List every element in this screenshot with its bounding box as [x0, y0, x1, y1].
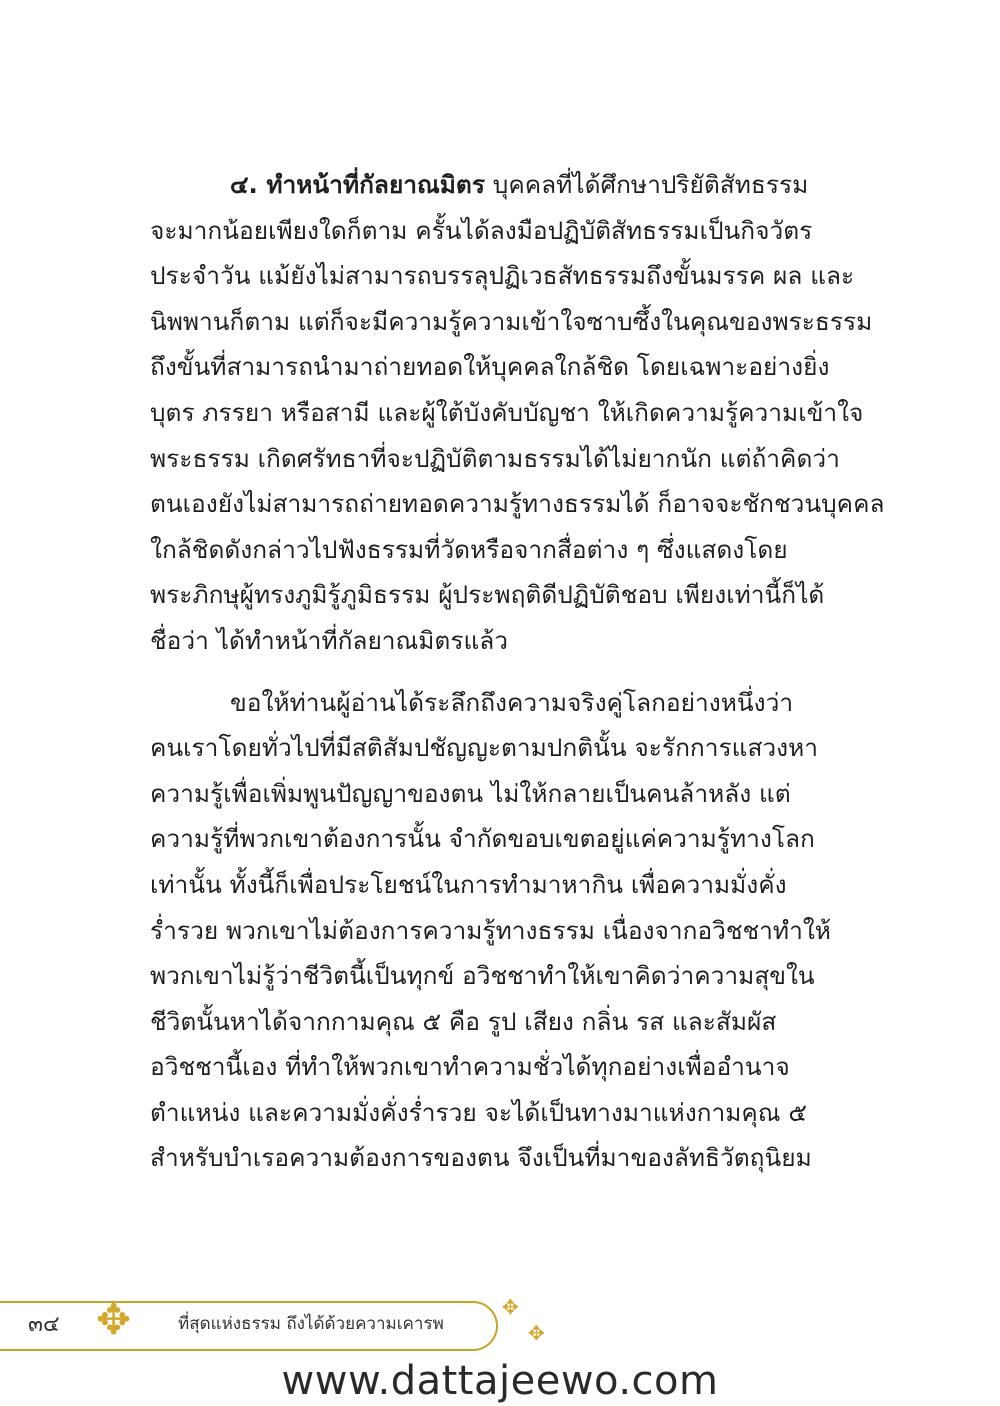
paragraph-line	[150, 162, 818, 208]
paragraph-1	[150, 162, 885, 664]
paragraph-line: ความรู้ที่พวกเขาต้องการนั้น จำกัดขอบเขตอยู่แค่ความรู้ทางโลก	[150, 824, 815, 854]
paragraph-line: สำหรับบำเรอความต้องการของตน จึงเป็นที่มาของลัทธิวัตถุนิยม	[150, 1143, 812, 1173]
paragraph-line: อวิชชานี้เอง ที่ทำให้พวกเขาทำความชั่วได้ทุกอย่างเพื่ออำนาจ	[150, 1052, 790, 1082]
page-footer	[0, 1293, 1000, 1357]
paragraph-2	[150, 680, 831, 1182]
paragraph-text: บุคคลที่ได้ศึกษาปริยัติสัทธรรม	[485, 170, 809, 199]
paragraph-line: ชีวิตนั้นหาได้จากกามคุณ ๕ คือ รูป เสียง กลิ่น รส และสัมผัส	[150, 1006, 777, 1036]
book-title: ที่สุดแห่งธรรม ถึงได้ด้วยความเคารพ	[178, 1314, 444, 1334]
flower-ornament-icon: ✥	[96, 1295, 132, 1344]
paragraph-line: ใกล้ชิดดังกล่าวไปฟังธรรมที่วัดหรือจากสื่อต่าง ๆ ซึ่งแสดงโดย	[150, 534, 788, 564]
page-number: ๓๔	[28, 1312, 60, 1337]
paragraph-line: ตำแหน่ง และความมั่งคั่งร่ำรวย จะได้เป็นทางมาแห่งกามคุณ ๕	[150, 1097, 807, 1127]
small-flower-icon: ✥	[502, 1295, 519, 1319]
paragraph-line: เท่านั้น ทั้งนี้ก็เพื่อประโยชน์ในการทำมาหากิน เพื่อความมั่งคั่ง	[150, 869, 787, 899]
paragraph-line: ถึงขั้นที่สามารถนำมาถ่ายทอดให้บุคคลใกล้ชิด โดยเฉพาะอย่างยิ่ง	[150, 352, 830, 382]
paragraph-line: พระธรรม เกิดศรัทธาที่จะปฏิบัติตามธรรมได้ไม่ยากนัก แต่ถ้าคิดว่า	[150, 443, 840, 473]
paragraph-line: นิพพานก็ตาม แต่ก็จะมีความรู้ความเข้าใจซาบซึ้งในคุณของพระธรรม	[150, 306, 873, 336]
paragraph-line: พระภิกษุผู้ทรงภูมิรู้ภูมิธรรม ผู้ประพฤติดีปฏิบัติชอบ เพียงเท่านี้ก็ได้	[150, 580, 825, 610]
section-heading: ๔. ทำหน้าที่กัลยาณมิตร	[230, 170, 486, 199]
paragraph-line: ประจำวัน แม้ยังไม่สามารถบรรลุปฏิเวธสัทธรรมถึงขั้นมรรค ผล และ	[150, 261, 855, 291]
paragraph-line: ความรู้เพื่อเพิ่มพูนปัญญาของตน ไม่ให้กลายเป็นคนล้าหลัง แต่	[150, 778, 791, 808]
page-content	[150, 162, 885, 1181]
small-flower-icon: ✥	[528, 1321, 545, 1345]
paragraph-line: จะมากน้อยเพียงใดก็ตาม ครั้นได้ลงมือปฏิบัติสัทธรรมเป็นกิจวัตร	[150, 215, 813, 245]
paragraph-line: บุตร ภรรยา หรือสามี และผู้ใต้บังคับบัญชา ให้เกิดความรู้ความเข้าใจ	[150, 397, 864, 427]
paragraph-line: ตนเองยังไม่สามารถถ่ายทอดความรู้ทางธรรมได้ ก็อาจจะชักชวนบุคคล	[150, 489, 885, 519]
paragraph-line: พวกเขาไม่รู้ว่าชีวิตนี้เป็นทุกข์ อวิชชาทำให้เขาคิดว่าความสุขใน	[150, 961, 815, 991]
paragraph-line: ชื่อว่า ได้ทำหน้าที่กัลยาณมิตรแล้ว	[150, 625, 509, 655]
website-url: www.dattajeewo.com	[281, 1358, 719, 1404]
paragraph-line: คนเราโดยทั่วไปที่มีสติสัมปชัญญะตามปกตินั้น จะรักการแสวงหา	[150, 733, 819, 763]
paragraph-line: ร่ำรวย พวกเขาไม่ต้องการความรู้ทางธรรม เนื่องจากอวิชชาทำให้	[150, 915, 831, 945]
paragraph-line: ขอให้ท่านผู้อ่านได้ระลึกถึงความจริงคู่โลกอย่างหนึ่งว่า	[230, 687, 794, 717]
